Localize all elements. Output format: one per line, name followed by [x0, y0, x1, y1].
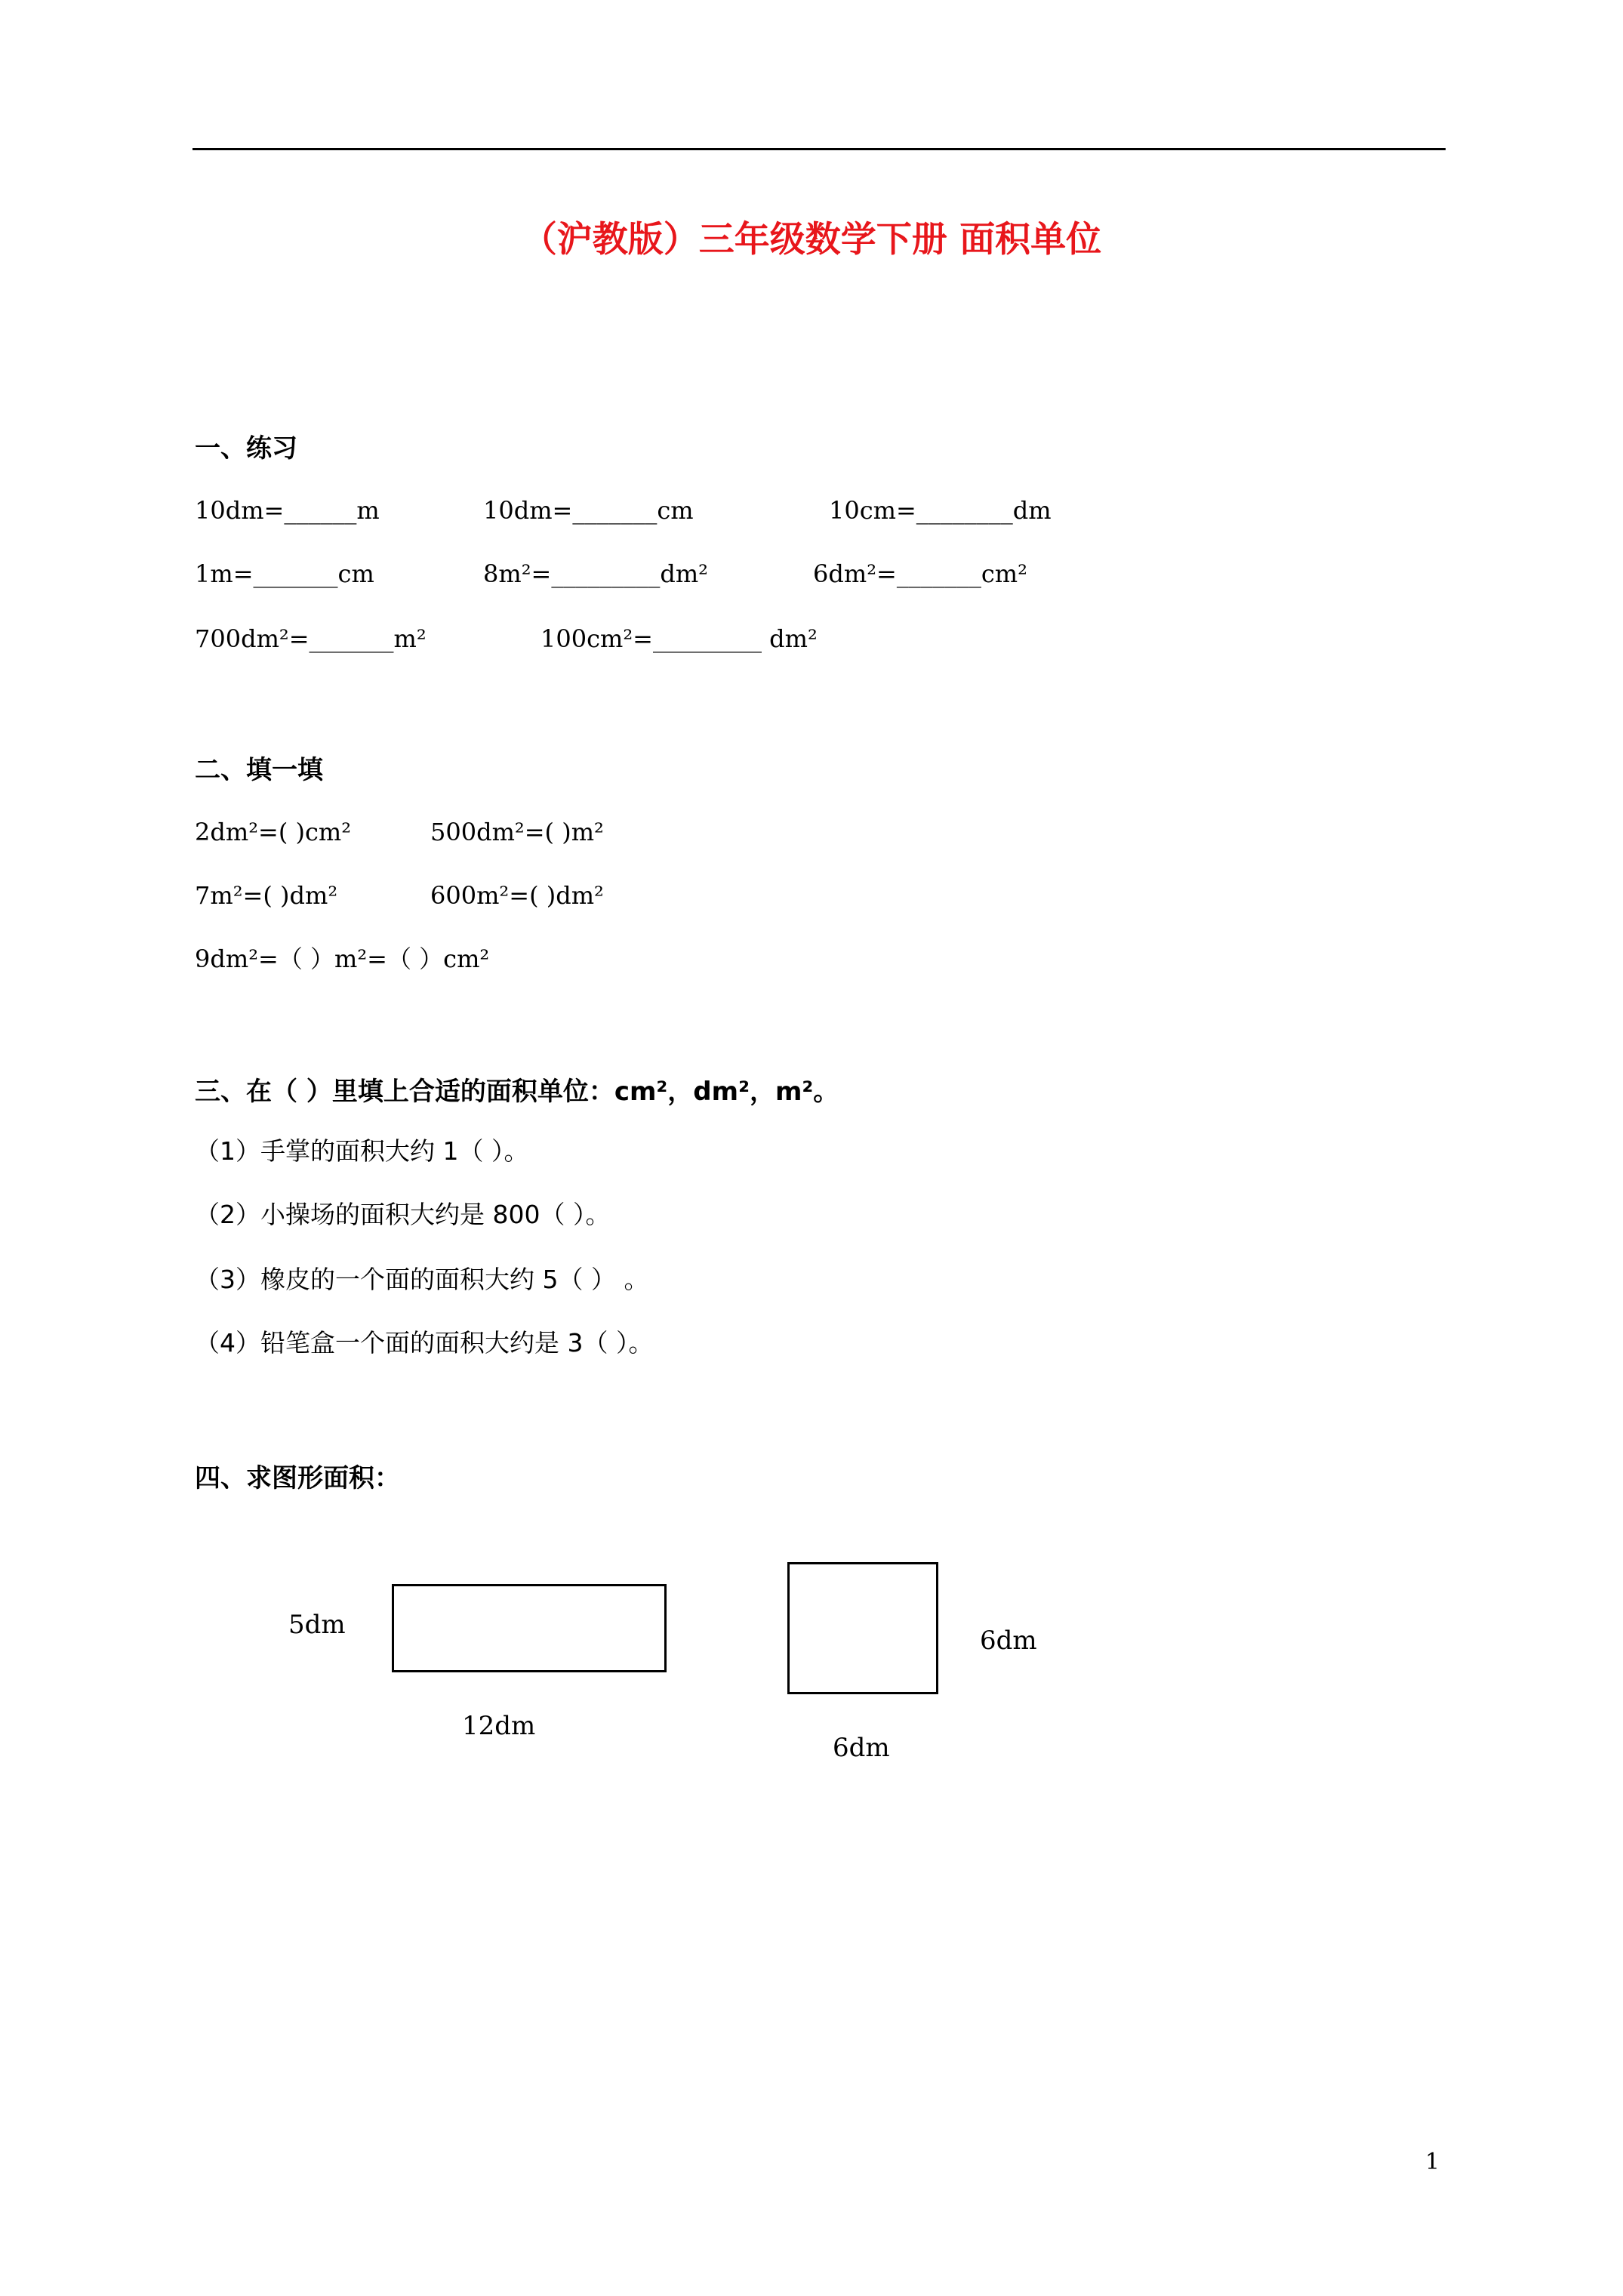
section-2-heading: 二、填一填 [195, 755, 323, 785]
exercise-1-3: 10cm=________dm [829, 496, 1052, 525]
exercise-1-7: 700dm²=_______m² [195, 624, 427, 653]
unit-item-3: （3）橡皮的一个面的面积大约 5（ ） 。 [195, 1265, 649, 1294]
fill-2-3: 7m²=( )dm² [195, 881, 338, 910]
fill-2-4: 600m²=( )dm² [430, 881, 604, 910]
rectangle-figure [392, 1584, 667, 1672]
exercise-1-8: 100cm²=_________ dm² [540, 624, 818, 653]
fill-2-2: 500dm²=( )m² [430, 818, 604, 846]
exercise-1-6: 6dm²=_______cm² [813, 559, 1027, 588]
exercise-1-5: 8m²=_________dm² [483, 559, 708, 588]
unit-item-1: （1）手掌的面积大约 1（ ）。 [195, 1136, 529, 1166]
rectangle-width-label: 12dm [462, 1711, 536, 1741]
page-number: 1 [1425, 2149, 1440, 2175]
section-3-heading: 三、在（ ）里填上合适的面积单位：cm²，dm²，m²。 [195, 1077, 839, 1107]
exercise-1-2: 10dm=_______cm [483, 496, 694, 525]
square-figure [787, 1562, 938, 1694]
fill-2-1: 2dm²=( )cm² [195, 818, 352, 846]
section-1-heading: 一、练习 [195, 433, 297, 464]
square-side-label: 6dm [980, 1626, 1037, 1656]
fill-2-5: 9dm²=（ ）m²=（ ）cm² [195, 945, 490, 973]
unit-item-4: （4）铅笔盒一个面的面积大约是 3（ ）。 [195, 1328, 654, 1358]
square-bottom-label: 6dm [833, 1733, 890, 1763]
exercise-1-4: 1m=_______cm [195, 559, 374, 588]
header-rule [192, 148, 1446, 150]
unit-item-2: （2）小操场的面积大约是 800（ ）。 [195, 1200, 611, 1229]
page-title: （沪教版）三年级数学下册 面积单位 [521, 219, 1102, 260]
section-4-heading: 四、求图形面积： [195, 1463, 400, 1493]
rectangle-height-label: 5dm [288, 1610, 346, 1640]
exercise-1-1: 10dm=______m [195, 496, 380, 525]
